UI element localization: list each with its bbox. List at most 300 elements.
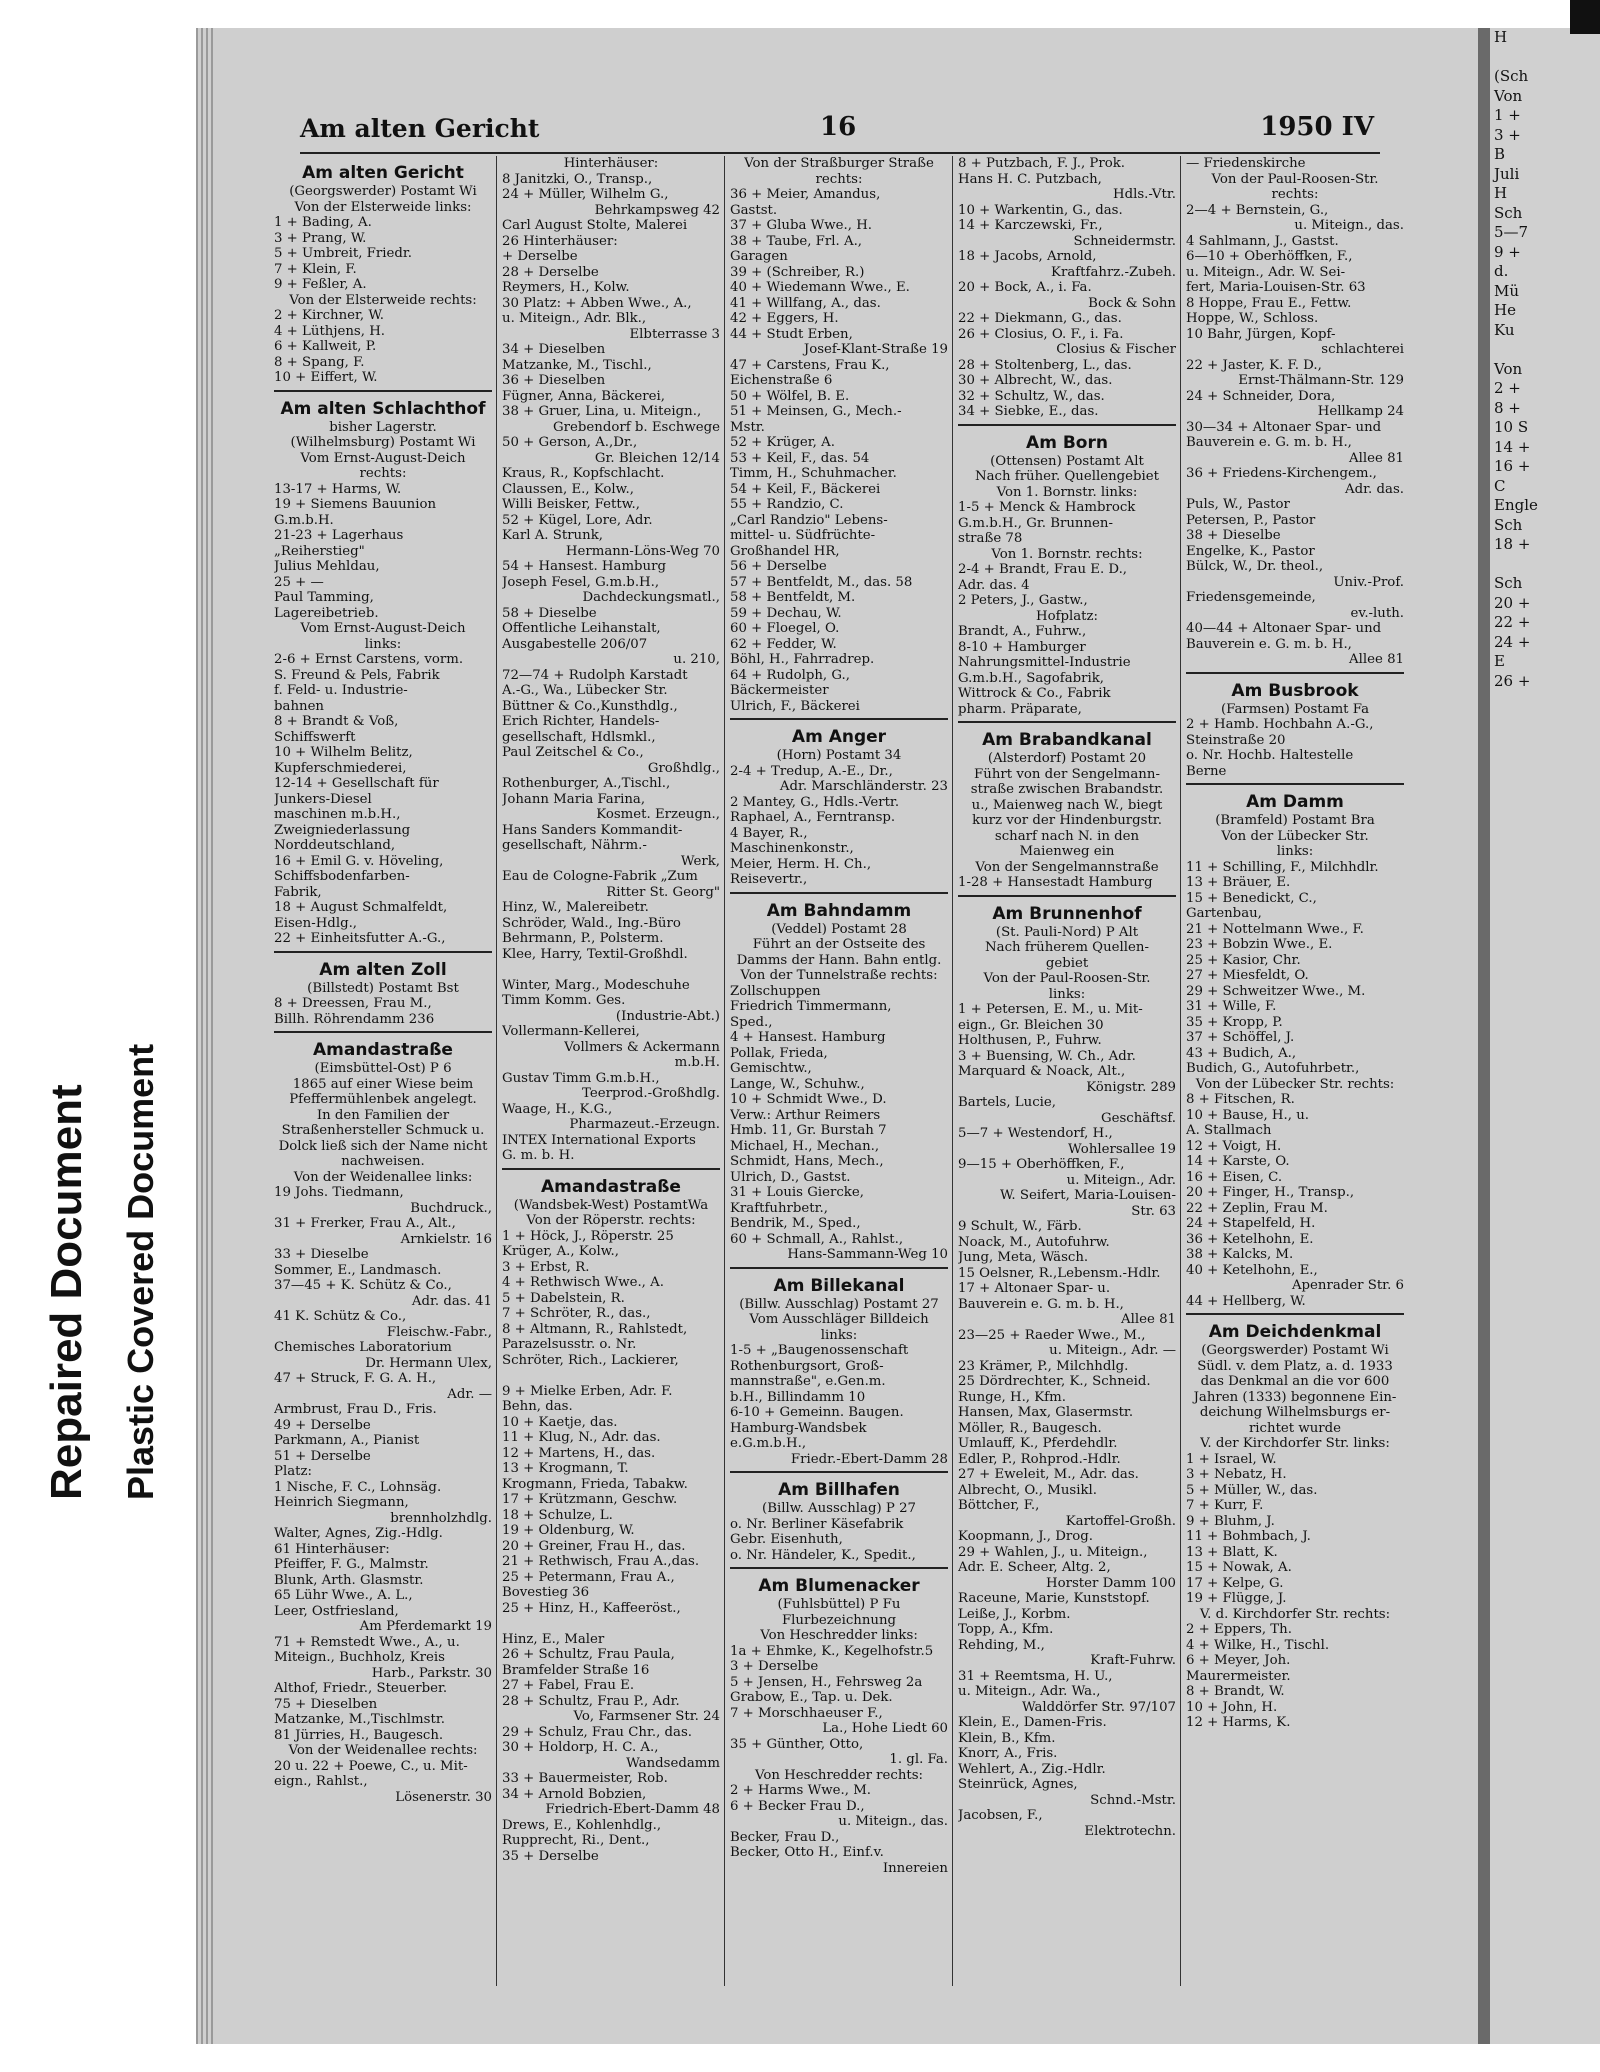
directory-entry: 1-28 + Hansestadt Hamburg — [958, 875, 1153, 890]
directory-entry: Lange, W., Schuhw., — [730, 1076, 865, 1092]
directory-entry: 37 + Gluba Wwe., H. — [730, 218, 873, 233]
directory-entry: 6 + Kallweit, P. — [274, 339, 377, 354]
directory-entry: Hinterhäuser: — [563, 156, 659, 171]
street-heading: Am Brabandkanal — [982, 730, 1152, 750]
directory-entry: 31 + Wille, F. — [1186, 999, 1277, 1014]
directory-entry: Knorr, A., Fris. — [958, 1746, 1058, 1761]
directory-entry: u., Maienweg nach W., biegt — [971, 797, 1163, 813]
directory-column-4 — [958, 156, 1176, 1839]
directory-entry: Adr. — — [447, 1386, 492, 1402]
directory-entry: Meier, Herm. H. Ch., — [730, 856, 872, 872]
directory-entry: 1 Nische, F. C., Lohnsäg. — [274, 1479, 442, 1495]
street-heading: Am Deichdenkmal — [1208, 1322, 1382, 1342]
directory-entry: 10 + Kaetje, das. — [502, 1414, 618, 1430]
directory-entry: 8 + Brandt & Voß, — [274, 714, 399, 729]
directory-entry: (Horn) Postamt 34 — [776, 748, 902, 763]
directory-entry: 41 K. Schütz & Co., — [274, 1309, 407, 1324]
directory-entry: Closius & Fischer — [1056, 342, 1176, 357]
directory-entry: Blunk, Arth. Glasmstr. — [274, 1572, 424, 1588]
spill-line: 9 + — [1494, 242, 1521, 261]
running-head: Am alten Gericht — [300, 114, 540, 143]
directory-entry: G.m.b.H., Gr. Brunnen- — [958, 515, 1113, 531]
directory-entry: 2 Mantey, G., Hdls.-Vertr. — [730, 794, 900, 810]
directory-entry: 35 + Derselbe — [502, 1848, 599, 1864]
directory-entry: 4 + Rethwisch Wwe., A. — [502, 1275, 664, 1290]
directory-entry: u. Miteign., das. — [838, 1814, 948, 1829]
directory-entry: Ritter St. Georg" — [606, 884, 720, 900]
directory-entry: Althof, Friedr., Steuerber. — [274, 1681, 448, 1696]
directory-entry: Königstr. 289 — [1086, 1079, 1176, 1095]
directory-entry: Pfeiffer, F. G., Malmstr. — [274, 1557, 429, 1572]
directory-entry: 4 Bayer, R., — [730, 825, 808, 841]
spill-line: Ku — [1494, 320, 1515, 339]
directory-entry: 26 Hinterhäuser: — [502, 233, 618, 249]
directory-entry: 2 Peters, J., Gastw., — [958, 593, 1088, 608]
directory-entry: 50 + Gerson, A.,Dr., — [502, 435, 638, 450]
directory-entry: Petersen, P., Pastor — [1186, 512, 1316, 528]
directory-entry: 30—34 + Altonaer Spar- und — [1186, 419, 1382, 435]
spill-line: C — [1494, 476, 1506, 495]
directory-entry: Allee 81 — [1349, 450, 1404, 466]
directory-entry: G.m.b.H., Sagofabrik, — [958, 670, 1105, 686]
directory-entry: 34 + Siebke, E., das. — [958, 404, 1099, 419]
directory-entry: Elektrotechn. — [1084, 1823, 1176, 1839]
directory-entry: 7 + Klein, F. — [274, 261, 357, 277]
directory-entry: Nach früherem Quellen- — [985, 940, 1149, 955]
directory-entry: 26 + Schultz, Frau Paula, — [502, 1647, 675, 1662]
directory-entry: fert, Maria-Louisen-Str. 63 — [1186, 280, 1366, 295]
directory-entry: Kraus, R., Kopfschlacht. — [502, 466, 665, 481]
directory-entry: Hans H. C. Putzbach, — [958, 171, 1102, 187]
directory-entry: Vom Ernst-August-Deich — [300, 450, 466, 466]
directory-entry: 60 + Floegel, O. — [730, 621, 840, 636]
directory-entry: 43 + Budich, A., — [1186, 1045, 1297, 1061]
directory-entry: 17 + Krützmann, Geschw. — [502, 1492, 678, 1507]
directory-entry: Schnd.-Mstr. — [1090, 1792, 1176, 1808]
street-heading: Am alten Zoll — [319, 959, 447, 980]
directory-entry: Damms der Hann. Bahn entlg. — [736, 952, 942, 968]
directory-entry: 7 + Kurr, F. — [1186, 1498, 1264, 1513]
directory-entry: Eichenstraße 6 — [730, 373, 833, 388]
directory-entry: Grabow, E., Tap. u. Dek. — [730, 1690, 893, 1705]
directory-entry: Karl A. Strunk, — [502, 528, 603, 543]
section-rule — [1186, 1313, 1404, 1315]
directory-entry: 54 + Hansest. Hamburg — [502, 559, 666, 574]
directory-entry: rechts: — [1271, 187, 1319, 202]
directory-entry: u. Miteign., Adr. — — [1049, 1343, 1176, 1358]
directory-entry: 81 Jürries, H., Baugesch. — [274, 1727, 444, 1743]
directory-entry: 36 + Ketelhohn, E. — [1186, 1231, 1314, 1247]
directory-entry: Arnkielstr. 16 — [400, 1231, 492, 1247]
directory-entry: V. der Kirchdorfer Str. links: — [1200, 1436, 1390, 1451]
directory-entry: Kraft-Fuhrw. — [1090, 1653, 1176, 1668]
directory-entry: deichung Wilhelmsburgs er- — [1199, 1405, 1391, 1420]
directory-entry: Bülck, W., Dr. theol., — [1186, 559, 1324, 574]
street-heading: Am Brunnenhof — [992, 903, 1142, 924]
directory-entry: rechts: — [359, 466, 407, 481]
directory-entry: G.m.b.H. — [274, 512, 334, 528]
directory-entry: 64 + Rudolph, G., — [730, 667, 850, 683]
directory-entry: 21 + Rethwisch, Frau A.,das. — [502, 1554, 700, 1569]
section-rule — [958, 424, 1176, 426]
directory-entry: Von der Paul-Roosen-Str. — [1211, 171, 1379, 187]
street-heading: Am Blumenacker — [758, 1576, 920, 1596]
directory-entry — [502, 1616, 720, 1632]
directory-entry: Von der Röperstr. rechts: — [526, 1213, 696, 1228]
directory-entry: Von der Elsterweide links: — [294, 199, 472, 215]
directory-entry: 47 + Struck, F. G. A. H., — [274, 1371, 437, 1386]
directory-entry: Krogmann, Frieda, Tabakw. — [502, 1476, 688, 1492]
directory-entry: + Derselbe — [502, 249, 578, 264]
directory-entry: Innereien — [882, 1860, 948, 1876]
directory-entry: Hamburg-Wandsbek — [730, 1420, 867, 1436]
directory-entry: 12 + Martens, H., das. — [502, 1445, 656, 1461]
directory-entry: Friedensgemeinde, — [1186, 590, 1316, 605]
directory-entry: Platz: — [274, 1464, 312, 1479]
directory-entry: Vom Ernst-August-Deich — [300, 621, 466, 636]
directory-entry: ev.-luth. — [1350, 605, 1404, 621]
directory-entry: 1-5 + „Baugenossenschaft — [730, 1343, 909, 1358]
directory-entry: m.b.H. — [674, 1055, 720, 1070]
directory-entry: u. 210, — [673, 652, 720, 667]
directory-entry: 26 + Closius, O. F., i. Fa. — [958, 326, 1124, 342]
directory-entry: 13 + Krogmann, T. — [502, 1461, 629, 1476]
directory-entry: 41 + Willfang, A., das. — [730, 295, 881, 311]
directory-entry: 44 + Studt Erben, — [730, 326, 853, 342]
directory-entry: 29 + Schulz, Frau Chr., das. — [502, 1724, 693, 1740]
directory-entry: Bartels, Lucie, — [958, 1095, 1056, 1110]
directory-entry: Friedr.-Ebert-Damm 28 — [790, 1451, 948, 1467]
directory-entry: 39 + (Schreiber, R.) — [730, 264, 865, 280]
directory-entry: Wandsedamm — [626, 1755, 720, 1771]
spill-line: He — [1494, 301, 1516, 319]
directory-entry: 40—44 + Altonaer Spar- und — [1186, 621, 1382, 636]
column-divider — [1180, 156, 1181, 1986]
directory-entry: (Georgswerder) Postamt Wi — [289, 184, 477, 199]
directory-entry: 2-6 + Ernst Carstens, vorm. — [274, 652, 464, 667]
directory-entry: Von 1. Bornstr. rechts: — [991, 546, 1143, 562]
directory-entry: Wittrock & Co., Fabrik — [958, 686, 1111, 701]
directory-entry: 10 + Bause, H., u. — [1186, 1107, 1309, 1123]
directory-entry: Von der Paul-Roosen-Str. — [983, 971, 1151, 986]
spill-line: Sch — [1494, 203, 1523, 222]
directory-entry: Hinz, W., Malereibetr. — [502, 900, 649, 915]
directory-entry: Vom Ausschläger Billdeich — [749, 1312, 929, 1327]
page-number: 16 — [820, 112, 857, 142]
spill-line: 2 + — [1494, 379, 1521, 397]
directory-entry: 30 + Albrecht, W., das. — [958, 373, 1113, 388]
directory-entry: Becker, Frau D., — [730, 1829, 840, 1845]
directory-entry: links: — [1276, 844, 1314, 859]
directory-entry: Billh. Röhrendamm 236 — [274, 1011, 435, 1027]
directory-entry: 25 + Kasior, Chr. — [1186, 952, 1301, 968]
directory-entry: 17 + Altonaer Spar- u. — [958, 1281, 1111, 1296]
spill-line: Engle — [1494, 496, 1538, 514]
section-rule — [274, 951, 492, 953]
directory-entry: 25 + Hinz, H., Kaffeeröst., — [502, 1600, 681, 1616]
directory-entry — [502, 1368, 720, 1384]
spill-line: (Sch — [1494, 67, 1529, 85]
directory-entry: Grebendorf b. Eschwege — [553, 419, 720, 435]
directory-entry: Nach früher. Quellengebiet — [974, 469, 1160, 484]
directory-entry: o. Nr. Hochb. Haltestelle — [1186, 748, 1354, 763]
spill-line — [1490, 555, 1600, 575]
street-heading: Am Billekanal — [773, 1275, 905, 1296]
directory-entry: Hinz, E., Maler — [502, 1631, 605, 1647]
directory-entry: Brandt, A., Fuhrw., — [958, 624, 1087, 639]
directory-entry: Joseph Fesel, G.m.b.H., — [502, 574, 660, 590]
directory-entry: 5 + Müller, W., das. — [1186, 1482, 1318, 1498]
directory-entry: mannstraße", e.Gen.m. — [730, 1374, 886, 1389]
directory-entry: 56 + Derselbe — [730, 559, 827, 574]
directory-entry: Straßenhersteller Schmuck u. — [281, 1123, 485, 1138]
directory-entry: Edler, P., Rohprod.-Hdlr. — [958, 1451, 1121, 1467]
directory-entry: 44 + Hellberg, W. — [1186, 1293, 1306, 1309]
directory-entry: Schiffswerft — [274, 729, 356, 745]
directory-entry: Friedrich-Ebert-Damm 48 — [545, 1802, 720, 1817]
directory-entry: o. Nr. Händeler, K., Spedit., — [730, 1547, 916, 1563]
directory-entry: u. Miteign., das. — [1294, 218, 1404, 233]
directory-entry: 20 + Bock, A., i. Fa. — [958, 280, 1092, 295]
directory-entry: Sommer, E., Landmasch. — [274, 1262, 442, 1278]
directory-entry: (Ottensen) Postamt Alt — [990, 453, 1144, 469]
directory-entry: 16 + Eisen, C. — [1186, 1169, 1283, 1185]
directory-entry: eign., Rahlst., — [274, 1774, 368, 1789]
directory-entry: Paul Zeitschel & Co., — [502, 745, 644, 760]
directory-entry: Maschinenkonstr., — [730, 841, 854, 856]
directory-entry: Steinstraße 20 — [1186, 732, 1286, 748]
directory-entry: Schmidt, Hans, Mech., — [730, 1154, 884, 1169]
section-rule — [730, 892, 948, 894]
directory-entry: 31 + Frerker, Frau A., Alt., — [274, 1216, 456, 1231]
directory-entry: Claussen, E., Kolw., — [502, 481, 634, 497]
directory-entry: (Billw. Ausschlag) Postamt 27 — [739, 1296, 939, 1312]
spill-line: 18 + — [1494, 535, 1531, 553]
directory-entry: 9 + Mielke Erben, Adr. F. — [502, 1383, 673, 1399]
directory-entry: 1865 auf einer Wiese beim — [292, 1076, 474, 1092]
directory-entry: 7 + Schröter, R., das., — [502, 1306, 651, 1321]
directory-entry: Werk, — [680, 853, 720, 869]
directory-entry: Vollmers & Ackermann — [564, 1039, 720, 1055]
directory-entry: 37—45 + K. Schütz & Co., — [274, 1278, 452, 1293]
spill-line: 8 + — [1494, 398, 1521, 417]
directory-entry: Hermann-Löns-Weg 70 — [565, 543, 720, 559]
directory-entry: Führt von der Sengelmann- — [974, 766, 1160, 782]
directory-entry: 37 + Schöffel, J. — [1186, 1030, 1295, 1045]
directory-entry: Umlauff, K., Pferdehdlr. — [958, 1436, 1118, 1451]
directory-entry: Flurbezeichnung — [781, 1612, 897, 1628]
section-rule — [730, 718, 948, 720]
directory-entry: Gartenbau, — [1186, 906, 1262, 921]
directory-entry: Ernst-Thälmann-Str. 129 — [1238, 373, 1404, 388]
directory-entry: (St. Pauli-Nord) P Alt — [995, 924, 1139, 940]
directory-entry: In den Familien der — [316, 1107, 450, 1123]
directory-entry: 24 + Stapelfeld, H. — [1186, 1216, 1316, 1231]
directory-entry: 23 + Bobzin Wwe., E. — [1186, 937, 1333, 952]
directory-entry: Horster Damm 100 — [1046, 1575, 1176, 1591]
directory-entry: Adr. das. 4 — [958, 577, 1030, 593]
directory-entry: Koopmann, J., Drog. — [958, 1529, 1093, 1544]
directory-entry: 6 + Meyer, Joh. — [1186, 1653, 1291, 1668]
directory-entry: Ausgabestelle 206/07 — [502, 636, 648, 652]
directory-entry: Chemisches Laboratorium — [274, 1340, 452, 1355]
directory-entry: nachweisen. — [341, 1154, 425, 1169]
directory-entry: brennholzhdlg. — [390, 1510, 492, 1526]
directory-entry: „Carl Randzio" Lebens- — [730, 512, 888, 528]
directory-entry: Lösenerstr. 30 — [395, 1789, 492, 1805]
directory-entry: Fabrik, — [274, 884, 322, 900]
directory-entry: 1 + Höck, J., Röperstr. 25 — [502, 1228, 674, 1244]
directory-entry: 51 + Derselbe — [274, 1448, 371, 1464]
section-rule — [958, 895, 1176, 897]
directory-entry: eign., Gr. Bleichen 30 — [958, 1017, 1104, 1033]
directory-entry: Elbterrasse 3 — [629, 326, 720, 342]
spill-line: 20 + — [1494, 593, 1531, 612]
directory-entry: 1 + Petersen, E. M., u. Mit- — [958, 1002, 1143, 1017]
directory-entry: Bäckermeister — [730, 683, 829, 698]
directory-entry: o. Nr. Berliner Käsefabrik — [730, 1516, 904, 1532]
directory-entry: (Bramfeld) Postamt Bra — [1215, 813, 1375, 828]
directory-entry: gesellschaft, Nährm.- — [502, 838, 647, 853]
directory-entry: Leiße, J., Korbm. — [958, 1606, 1071, 1622]
directory-entry: 36 + Dieselben — [502, 373, 606, 388]
directory-entry: 8 Hoppe, Frau E., Fettw. — [1186, 295, 1352, 311]
directory-entry: 19 Johs. Tiedmann, — [274, 1185, 404, 1200]
directory-entry: Wohlersallee 19 — [1068, 1141, 1176, 1157]
directory-entry: Zollschuppen — [730, 983, 821, 999]
directory-entry: Führt an der Ostseite des — [752, 937, 926, 952]
directory-entry: 19 + Flügge, J. — [1186, 1591, 1287, 1606]
directory-entry: 27 + Eweleit, M., Adr. das. — [958, 1467, 1139, 1482]
directory-entry: Böhl, H., Fahrradrep. — [730, 652, 875, 667]
spill-line: Mü — [1494, 281, 1520, 300]
directory-entry: Geschäftsf. — [1100, 1110, 1176, 1126]
directory-entry: 15 + Nowak, A. — [1186, 1560, 1292, 1575]
next-page-spill — [1490, 28, 1600, 2044]
directory-entry: Von der Weidenallee links: — [293, 1169, 473, 1185]
directory-entry: gebiet — [1045, 955, 1089, 971]
directory-entry: Carl August Stolte, Malerei — [502, 218, 688, 233]
directory-entry: rechts: — [815, 171, 863, 187]
directory-entry: Dachdeckungsmatl., — [582, 590, 720, 605]
directory-entry: 40 + Wiedemann Wwe., E. — [730, 280, 910, 295]
directory-entry: 23 Krämer, P., Milchhdlg. — [958, 1358, 1129, 1374]
directory-entry: (Alsterdorf) Postamt 20 — [987, 751, 1147, 766]
directory-entry: 10 + Schmidt Wwe., D. — [730, 1092, 887, 1107]
directory-entry: Noack, M., Autofuhrw. — [958, 1234, 1110, 1250]
directory-entry: Sped., — [730, 1014, 773, 1030]
directory-entry: Bauverein e. G. m. b. H., — [958, 1296, 1124, 1312]
directory-entry: (Georgswerder) Postamt Wi — [1201, 1343, 1389, 1358]
directory-entry: 35 + Kropp, P. — [1186, 1014, 1283, 1030]
directory-entry: Hmb. 11, Gr. Burstah 7 — [730, 1123, 887, 1138]
directory-entry: Hans Sanders Kommandit- — [502, 822, 683, 838]
column-divider — [496, 156, 497, 1986]
book-gutter — [1478, 28, 1490, 2044]
directory-entry: Harb., Parkstr. 30 — [371, 1665, 492, 1681]
directory-entry: 15 Oelsner, R.,Lebensm.-Hdlr. — [958, 1265, 1161, 1281]
directory-entry: 58 + Dieselbe — [502, 605, 597, 621]
directory-entry: Nahrungsmittel-Industrie — [958, 655, 1131, 670]
directory-entry: Raphael, A., Ferntransp. — [730, 810, 896, 825]
directory-entry: Steinrück, Agnes, — [958, 1777, 1078, 1792]
directory-entry: Rothenburgsort, Groß- — [730, 1358, 884, 1374]
directory-entry: 5 + Jensen, H., Fehrsweg 2a — [730, 1674, 923, 1690]
directory-entry: schlachterei — [1321, 342, 1404, 357]
directory-entry: 3 + Derselbe — [730, 1659, 819, 1674]
directory-entry: 29 + Schweitzer Wwe., M. — [1186, 983, 1366, 999]
directory-entry: Leer, Ostfriesland, — [274, 1603, 399, 1619]
directory-entry: Albrecht, O., Musikl. — [958, 1482, 1097, 1498]
directory-column-2 — [502, 156, 720, 1864]
directory-entry: Öffentliche Leihanstalt, — [502, 621, 661, 636]
directory-entry: 2-4 + Brandt, Frau E. D., — [958, 562, 1128, 577]
directory-entry: 60 + Schmall, A., Rahlst., — [730, 1231, 904, 1247]
directory-entry: 31 + Reemtsma, H. U., — [958, 1668, 1113, 1684]
directory-entry: Johann Maria Farina, — [502, 791, 646, 807]
directory-entry: 6 + Becker Frau D., — [730, 1798, 865, 1814]
directory-entry: 9—15 + Oberhöffken, F., — [958, 1157, 1125, 1172]
directory-entry: (Wilhelmsburg) Postamt Wi — [290, 435, 476, 450]
directory-entry: Adr. das. 41 — [411, 1293, 492, 1309]
directory-column-5 — [1186, 156, 1404, 1731]
directory-entry: Engelke, K., Pastor — [1186, 543, 1315, 559]
directory-entry: Bramfelder Straße 16 — [502, 1662, 650, 1678]
directory-entry: 10 + Wilhelm Belitz, — [274, 745, 413, 760]
directory-entry: 49 + Derselbe — [274, 1417, 371, 1433]
directory-entry: Kosmet. Erzeugn., — [596, 807, 720, 822]
directory-entry: 9 + Bluhm, J. — [1186, 1513, 1275, 1529]
directory-entry: 2-4 + Tredup, A.-E., Dr., — [730, 763, 893, 779]
directory-entry: Kupferschmiederei, — [274, 760, 407, 776]
directory-entry: Matzanke, M.,Tischlmstr. — [274, 1712, 445, 1727]
section-rule — [502, 1168, 720, 1170]
spill-line: d. — [1494, 262, 1509, 280]
directory-entry: 34 + Arnold Bobzien, — [502, 1786, 647, 1802]
directory-entry: Garagen — [730, 249, 788, 264]
directory-entry: 9 + Feßler, A. — [274, 277, 367, 292]
directory-entry: 30 + Holdorp, H. C. A., — [502, 1740, 659, 1755]
directory-entry: 21 + Nottelmann Wwe., F. — [1186, 921, 1364, 937]
directory-entry: (Industrie-Abt.) — [615, 1008, 720, 1024]
directory-entry: Behrkampsweg 42 — [594, 202, 720, 218]
directory-entry: La., Hohe Liedt 60 — [822, 1721, 948, 1736]
directory-entry: 20 + Greiner, Frau H., das. — [502, 1538, 686, 1554]
directory-entry: 58 + Bentfeldt, M. — [730, 590, 856, 605]
directory-entry: 38 + Dieselbe — [1186, 528, 1281, 543]
directory-entry: Pollak, Frieda, — [730, 1045, 828, 1061]
spill-line: Von — [1494, 359, 1523, 378]
directory-entry: Südl. v. dem Platz, a. d. 1933 — [1197, 1358, 1393, 1374]
directory-entry: Pharmazeut.-Erzeugn. — [569, 1117, 720, 1132]
directory-entry: Schiffsbodenfarben- — [274, 869, 410, 884]
directory-entry: Paul Tamming, — [274, 590, 374, 605]
directory-entry: 20 u. 22 + Poewe, C., u. Mit- — [274, 1758, 468, 1774]
directory-entry: Dolck ließ sich der Name nicht — [278, 1138, 488, 1154]
directory-entry: Budich, G., Autofuhrbetr., — [1186, 1061, 1360, 1076]
spill-line: 3 + — [1494, 125, 1521, 144]
directory-entry: 5—7 + Westendorf, H., — [958, 1126, 1113, 1141]
street-heading: Amandastraße — [313, 1040, 453, 1060]
directory-entry: 22 + Einheitsfutter A.-G., — [274, 931, 446, 946]
directory-entry: Jahren (1333) begonnene Ein- — [1193, 1389, 1397, 1405]
directory-entry: 21-23 + Lagerhaus — [274, 528, 404, 543]
directory-entry: 12 + Harms, K. — [1186, 1715, 1291, 1730]
directory-entry: Kartoffel-Großh. — [1065, 1513, 1176, 1529]
directory-entry: 33 + Bauermeister, Rob. — [502, 1771, 668, 1786]
directory-entry: 71 + Remstedt Wwe., A., u. — [274, 1634, 460, 1650]
directory-entry: 5 + Dabelstein, R. — [502, 1290, 625, 1306]
